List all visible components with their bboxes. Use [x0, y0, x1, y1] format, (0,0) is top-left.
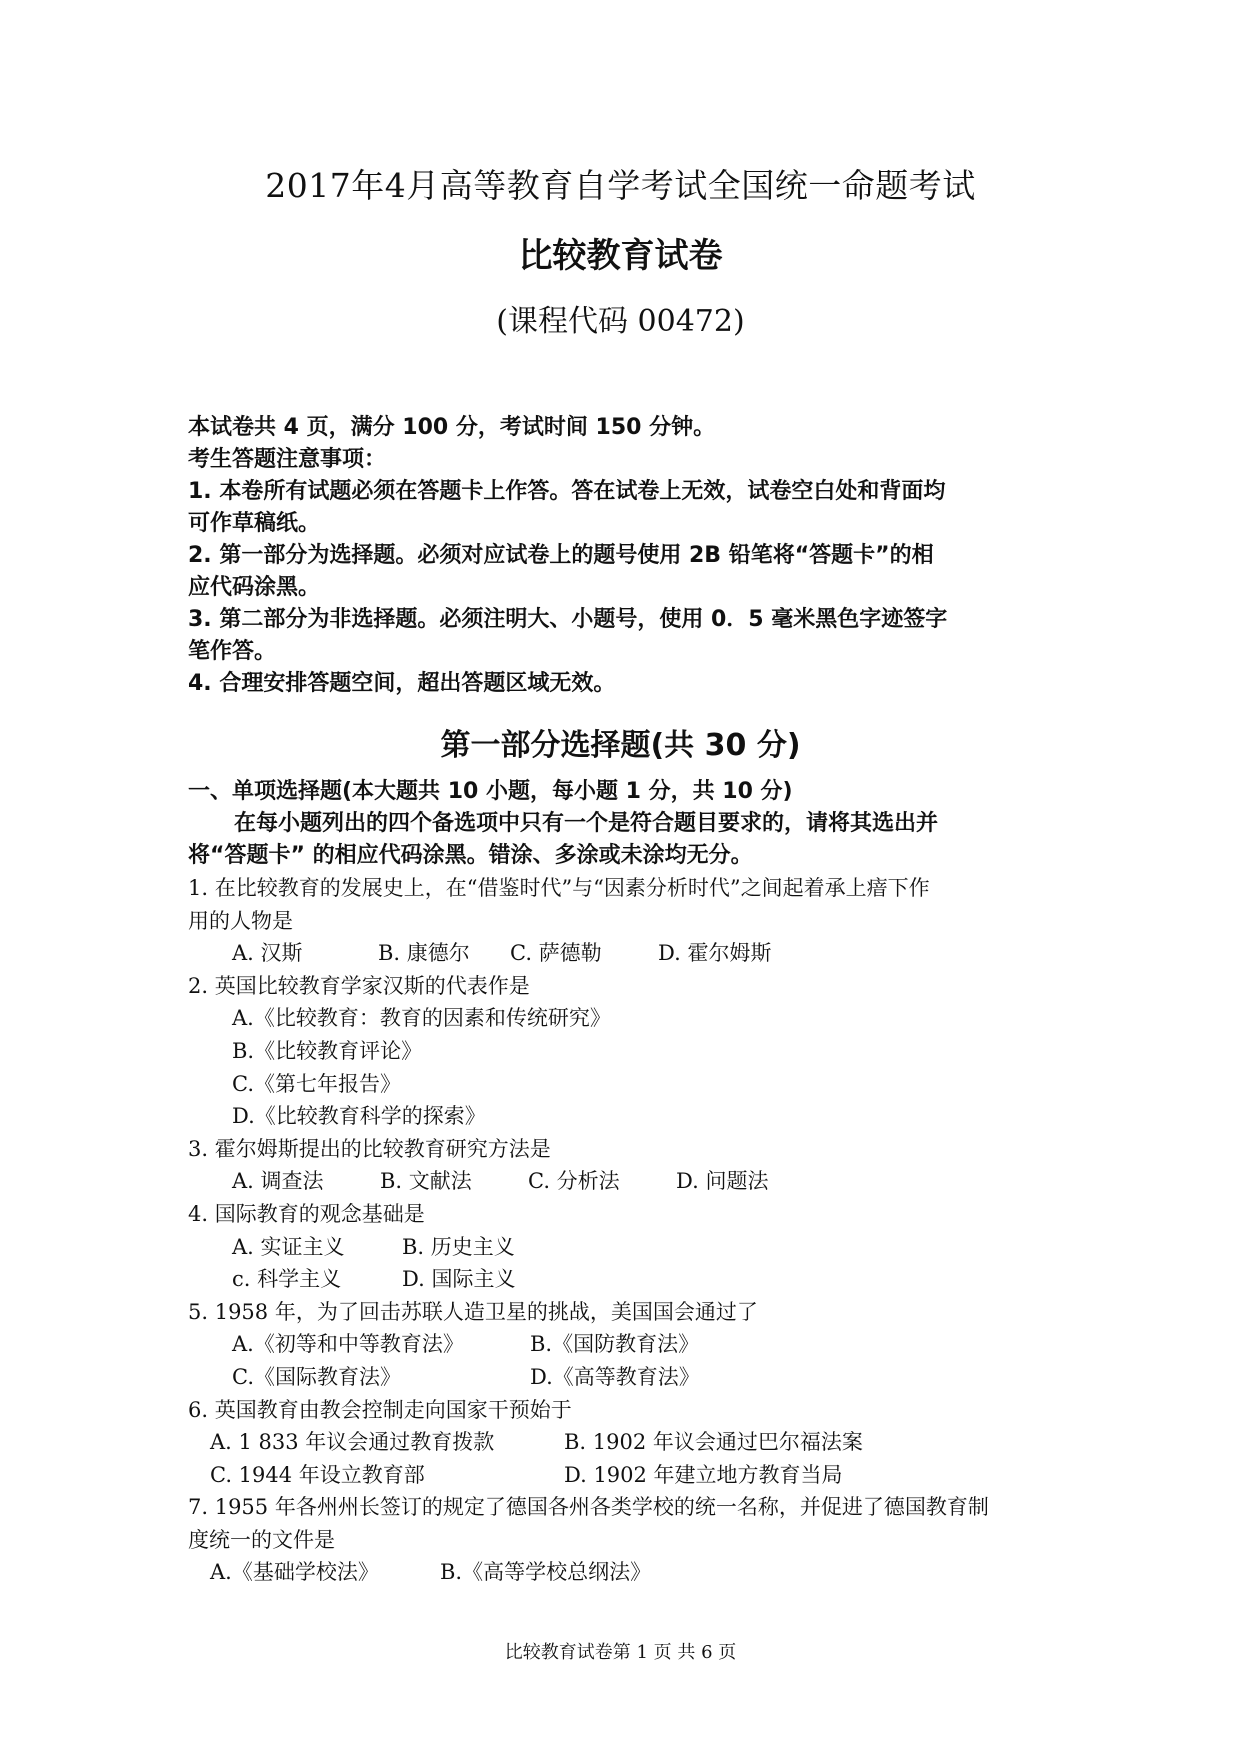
option-row	[188, 1556, 1068, 1589]
option: C. 萨德勒	[510, 941, 602, 966]
option: B. 1902 年议会通过巴尔福法案	[564, 1430, 863, 1455]
notice-line: 1. 本卷所有试题必须在答题卡上作答。答在试卷上无效，试卷空白处和背面均	[188, 479, 946, 504]
option: D.《高等教育法》	[530, 1364, 700, 1389]
option: B. 康德尔	[378, 941, 470, 966]
option-row	[188, 1231, 1068, 1264]
option: A. 汉斯	[232, 941, 303, 966]
option-row	[188, 1361, 1068, 1394]
option: D. 1902 年建立地方教育当局	[564, 1462, 843, 1487]
option-row	[188, 937, 1068, 970]
notice-line: 4. 合理安排答题空间，超出答题区域无效。	[188, 671, 616, 696]
option: C. 1944 年设立教育部	[210, 1462, 425, 1487]
option: A.《比较教育：教育的因素和传统研究》	[232, 1006, 611, 1031]
question-text: 2. 英国比较教育学家汉斯的代表作是	[188, 973, 530, 998]
option: A. 调查法	[232, 1169, 324, 1194]
question-text: 用的人物是	[188, 908, 293, 933]
option: c. 科学主义	[232, 1267, 342, 1292]
question-list	[188, 872, 1068, 1589]
option-row	[188, 1459, 1068, 1492]
option-row	[188, 1426, 1068, 1459]
option-row	[188, 1263, 1068, 1296]
exam-notice	[188, 412, 1058, 700]
option-row	[188, 1328, 1068, 1361]
option: D. 问题法	[676, 1169, 769, 1194]
option: B.《国防教育法》	[530, 1332, 700, 1357]
option: D. 国际主义	[402, 1267, 516, 1292]
option: A. 实证主义	[232, 1234, 345, 1259]
section-title: 一、单项选择题(本大题共 10 小题，每小题 1 分，共 10 分)	[188, 779, 793, 804]
option: B. 历史主义	[402, 1234, 515, 1259]
notice-line: 本试卷共 4 页，满分 100 分，考试时间 150 分钟。	[188, 415, 716, 440]
question-text: 6. 英国教育由教会控制走向国家干预始于	[188, 1397, 572, 1422]
question-text: 1. 在比较教育的发展史上，在“借鉴时代”与“因素分析时代”之间起着承上瘖下作	[188, 876, 930, 900]
page-footer: 比较教育试卷第 1 页 共 6 页	[504, 1642, 737, 1663]
option: B.《高等学校总纲法》	[440, 1560, 652, 1585]
notice-line: 3. 第二部分为非选择题。必须注明大、小题号，使用 0．5 毫米黑色字迹签字	[188, 607, 948, 632]
option: A. 1 833 年议会通过教育拨款	[210, 1430, 495, 1455]
notice-line: 应代码涂黑。	[188, 575, 321, 600]
notice-line: 考生答题注意事项：	[188, 447, 387, 472]
option: C.《第七年报告》	[232, 1071, 401, 1096]
option: A.《基础学校法》	[210, 1560, 379, 1585]
section-header	[188, 776, 1058, 872]
section-instruction: 在每小题列出的四个备选项中只有一个是符合题目要求的，请将其选出并	[234, 811, 939, 836]
option: C.《国际教育法》	[232, 1364, 401, 1389]
course-code: (课程代码 00472)	[496, 304, 745, 339]
question-text: 5. 1958 年，为了回击苏联人造卫星的挑战，美国国会通过了	[188, 1299, 758, 1324]
option: B.《比较教育评论》	[232, 1038, 423, 1063]
notice-line: 2. 第一部分为选择题。必须对应试卷上的题号使用 2B 铅笔将“答题卡”的相	[188, 543, 934, 568]
option: D. 霍尔姆斯	[658, 941, 772, 966]
option: C. 分析法	[528, 1169, 620, 1194]
option: A.《初等和中等教育法》	[232, 1332, 464, 1357]
question-text: 4. 国际教育的观念基础是	[188, 1201, 425, 1226]
notice-line: 可作草稿纸。	[188, 511, 321, 536]
option: B. 文献法	[380, 1169, 472, 1194]
section-instruction: 将“答题卡” 的相应代码涂黑。错涂、多涂或未涂均无分。	[188, 843, 753, 868]
exam-title: 2017年4月高等教育自学考试全国统一命题考试	[265, 166, 976, 205]
option-row	[188, 1165, 1068, 1198]
question-text: 度统一的文件是	[188, 1527, 335, 1552]
notice-line: 笔作答。	[188, 639, 277, 664]
part-title: 第一部分选择题(共 30 分)	[440, 728, 801, 763]
option: D.《比较教育科学的探索》	[232, 1104, 486, 1129]
question-text: 3. 霍尔姆斯提出的比较教育研究方法是	[188, 1136, 551, 1161]
question-text: 7. 1955 年各州州长签订的规定了德国各州各类学校的统一名称，并促进了德国教育制	[188, 1495, 989, 1520]
paper-title: 比较教育试卷	[518, 236, 723, 276]
